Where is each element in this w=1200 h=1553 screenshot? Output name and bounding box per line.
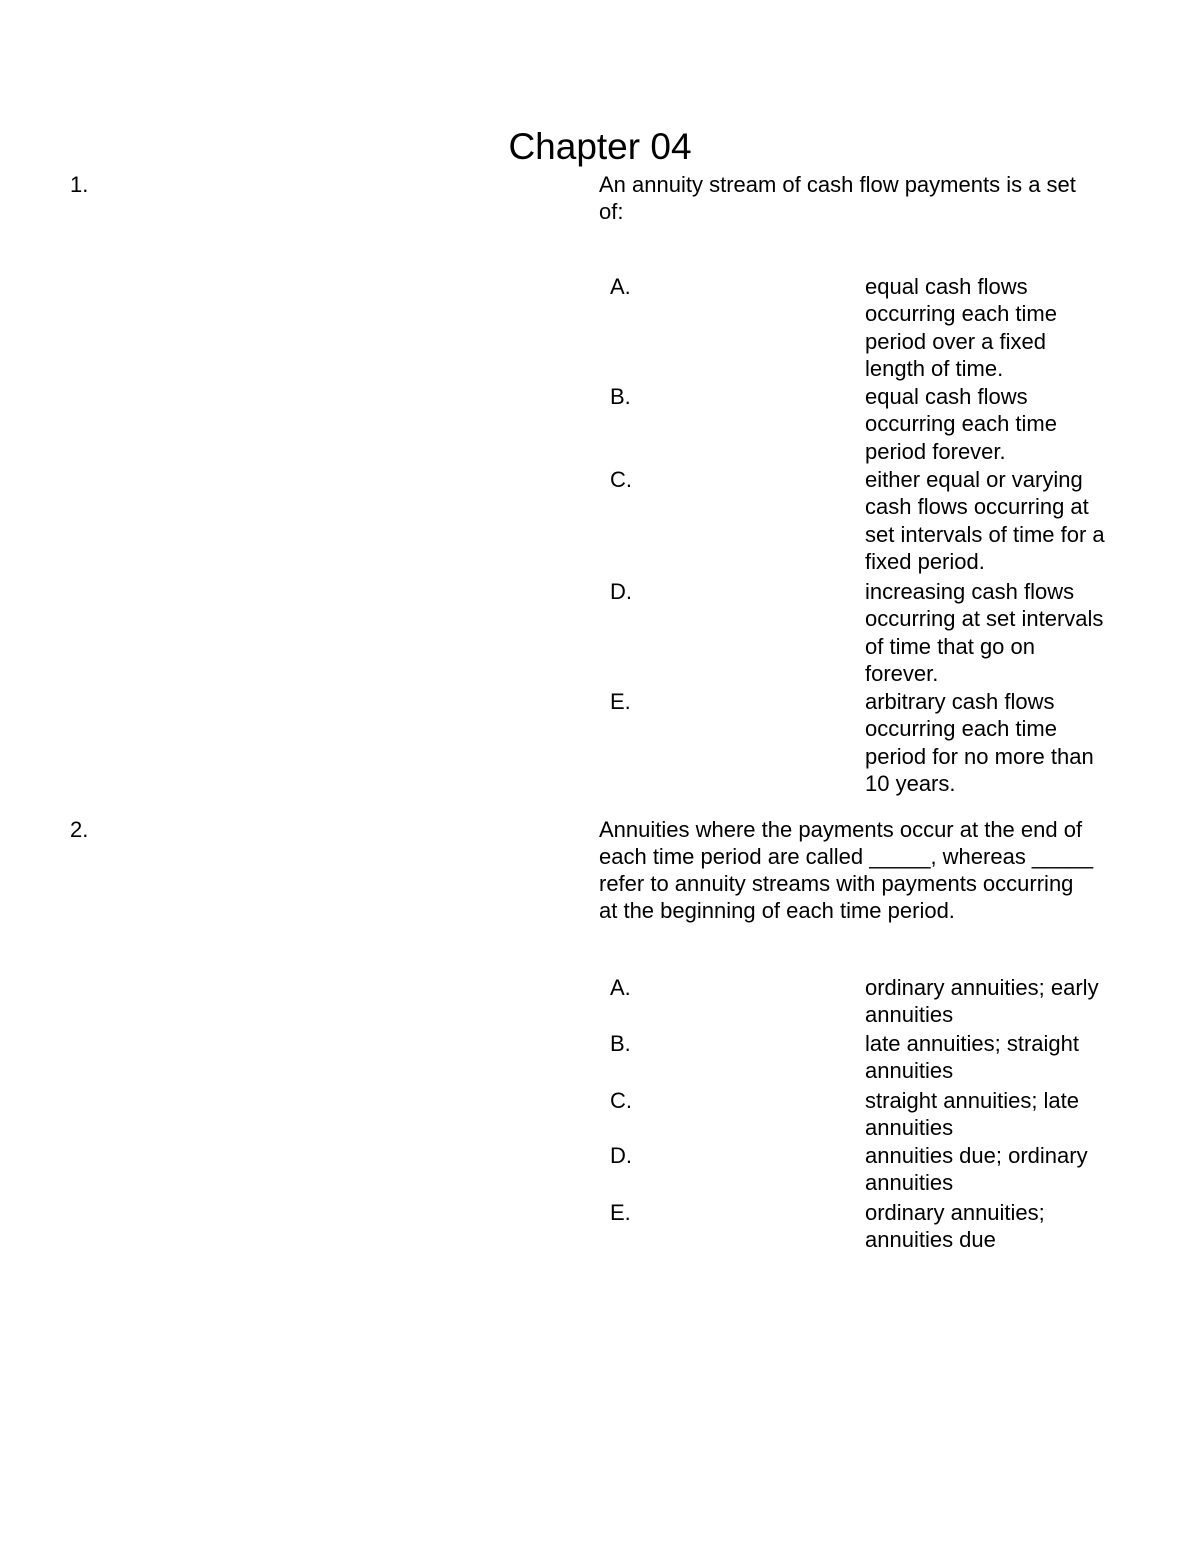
choice-text: annuities due; ordinary annuities <box>865 1143 1088 1196</box>
choice-text: increasing cash flows occurring at set intervals of time that go on forever. <box>865 579 1104 686</box>
choice-letter: B. <box>610 384 631 409</box>
choice-letter: A. <box>610 975 631 1000</box>
choice-text: ordinary annuities; annuities due <box>865 1200 1045 1253</box>
choice-text: straight annuities; late annuities <box>865 1088 1080 1141</box>
choice-letter: A. <box>610 274 631 299</box>
page-title: Chapter 04 <box>508 126 692 167</box>
question-text: Annuities where the payments occur at the end of each time period are called _____, whereas _____ refer to annuity streams with payments occurring at the beginning of each time period. <box>599 817 1094 923</box>
choice-letter: B. <box>610 1031 631 1056</box>
choice-letter: D. <box>610 1143 632 1168</box>
question-text: An annuity stream of cash flow payments is a set of: <box>599 172 1076 224</box>
choice-text: equal cash flows occurring each time period forever. <box>865 384 1057 464</box>
question-number: 2. <box>70 817 89 842</box>
choice-letter: C. <box>610 1088 632 1113</box>
choice-text: arbitrary cash flows occurring each time period for no more than 10 years. <box>865 689 1094 796</box>
choice-text: late annuities; straight annuities <box>865 1031 1080 1084</box>
choice-text: equal cash flows occurring each time period over a fixed length of time. <box>865 274 1057 381</box>
choice-letter: C. <box>610 467 632 492</box>
choice-letter: E. <box>610 689 631 714</box>
choice-text: ordinary annuities; early annuities <box>865 975 1099 1028</box>
question-number: 1. <box>70 172 89 197</box>
choice-text: either equal or varying cash flows occurring at set intervals of time for a fixed period. <box>865 467 1105 574</box>
choice-letter: E. <box>610 1200 631 1225</box>
choice-letter: D. <box>610 579 632 604</box>
